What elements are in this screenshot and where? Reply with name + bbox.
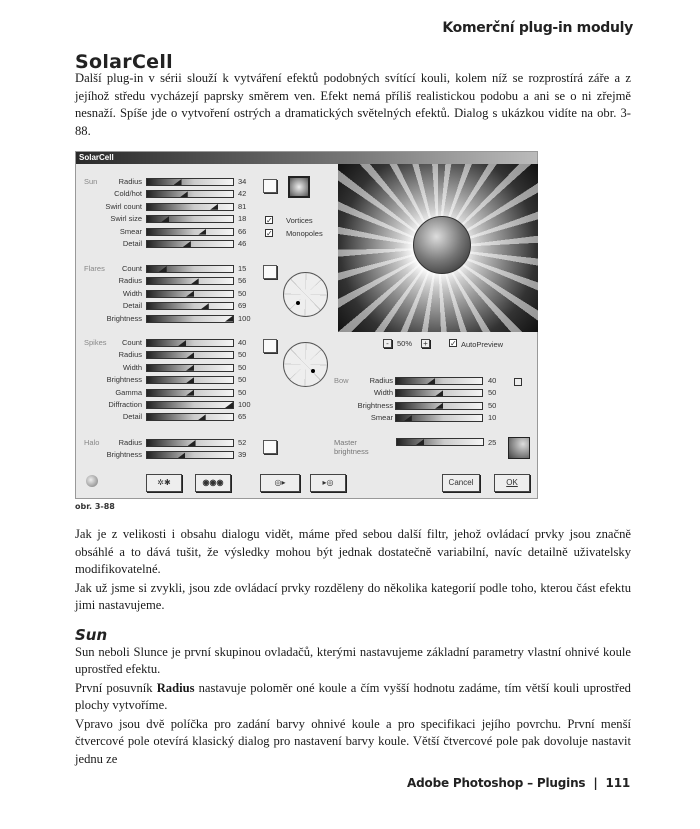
slider-label: Smear [119,226,142,236]
slider-label: Detail [122,412,142,422]
page-number: 111 [605,776,630,790]
slider-label: Cold/hot [114,189,142,199]
slider-thumb[interactable] [159,266,167,272]
previous-button[interactable]: ▸◎ [310,474,346,492]
paragraph: Sun neboli Slunce je první skupinou ovladačů, kterými nastavujeme základní parametry vlastní ohnivé koule uprostřed efektu. [75,644,631,676]
slider-value: 10 [488,413,497,423]
text: První posuvník [75,680,157,695]
slider-thumb[interactable] [186,377,194,383]
slider-thumb[interactable] [186,352,194,358]
halo-color-swatch[interactable] [263,440,277,454]
separator: | [593,776,598,790]
vortices-checkbox[interactable]: ✓ [266,216,273,225]
next-button[interactable]: ◎▸ [260,474,300,492]
slider-label: Radius [118,350,142,360]
slider-thumb[interactable] [186,291,194,297]
flares-count-slider[interactable] [146,265,234,273]
slider-value: 100 [238,400,251,409]
slider-label: Brightness [357,400,393,410]
slider-value: 42 [238,189,247,199]
preview-image [338,164,538,332]
spikes-width-slider[interactable] [146,364,234,372]
zoom-level: 50% [397,339,413,348]
slider-value: 50 [488,388,497,398]
term-radius: Radius [156,680,195,695]
slider-thumb[interactable] [225,316,233,322]
slider-thumb[interactable] [183,241,191,247]
figure-caption: obr. 3-88 [75,502,115,511]
surface-texture-swatch[interactable] [288,176,310,198]
slider-label: Smear [370,413,393,423]
bow-smear-slider[interactable] [395,414,483,422]
slider-thumb[interactable] [404,415,412,421]
cancel-button[interactable]: Cancel [442,474,480,492]
spikes-gamma-slider[interactable] [146,389,234,397]
slider-value: 50 [238,288,247,298]
apple-icon[interactable] [86,475,98,487]
master-brightness-label: Master brightness [334,438,369,456]
slider-value: 46 [238,239,247,248]
monopoles-checkbox[interactable]: ✓ [266,229,273,238]
spikes-direction-dial[interactable] [283,342,328,387]
slider-value: 66 [238,226,247,236]
halo-brightness-slider[interactable] [146,451,234,459]
subsection-heading: Sun [75,625,108,644]
slider-thumb[interactable] [198,414,206,420]
slider-value: 50 [238,387,247,397]
slider-value: 52 [238,438,247,447]
randomize-button[interactable]: ✲✱ [146,474,182,492]
auto-preview-checkbox[interactable]: ✓ [450,339,457,348]
slider-value: 50 [238,375,247,385]
flares-detail-slider[interactable] [146,302,234,310]
slider-value: 39 [238,450,247,460]
running-header: Komerční plug-in moduly [442,20,633,36]
group-label-flares: Flares [84,264,105,273]
spikes-detail-slider[interactable] [146,413,234,421]
slider-label: Detail [122,239,142,248]
slider-label: Count [121,264,142,273]
slider-label: Brightness [106,375,142,385]
slider-label: Width [373,388,393,398]
slider-value: 81 [238,201,247,211]
paragraph: Jak je z velikosti i obsahu dialogu vidět, máme před sebou další filtr, jehož ovládací prvky jsou značně obsáhlé a to dává tušit, že výsledky mohou být jednak dostatečně variabilní, navíc detailně uživatelsky modifikovatelné. [75,527,631,576]
slider-label: Count [121,338,142,347]
sun-detail-slider[interactable] [146,240,234,248]
slider-label: Brightness [106,450,142,460]
slider-value: 15 [238,264,247,273]
slider-label: Radius [369,376,393,385]
slider-thumb[interactable] [427,378,435,384]
slider-label: Width [122,362,142,372]
slider-value: 56 [238,276,247,286]
dial-marker [296,301,300,305]
bow-radius-slider[interactable] [395,377,483,385]
slider-thumb[interactable] [174,179,182,185]
slider-label: Gamma [115,387,142,397]
group-label-spikes: Spikes [84,338,107,347]
bow-brightness-slider[interactable] [395,402,483,410]
spikes-radius-slider[interactable] [146,351,234,359]
sun-color-swatch[interactable] [263,179,277,193]
slider-thumb[interactable] [178,340,186,346]
bow-checkbox[interactable] [514,378,522,386]
slider-label: Swirl size [110,214,142,224]
monopoles-label: Monopoles [286,229,323,238]
paragraph [75,680,631,715]
slider-value: 50 [238,362,247,372]
dial-marker [311,369,315,373]
presets-button[interactable]: ◉◉◉ [195,474,231,492]
sun-radius-slider[interactable] [146,178,234,186]
flares-color-swatch[interactable] [263,265,277,279]
group-label-sun: Sun [84,177,98,186]
intro-paragraph: Další plug-in v sérii slouží k vytváření efektů podobných svítící kouli, kolem níž se rozprostírá záře a z jejíhož středu vycházejí paprsky směrem ven. Efekt nemá příliš realistickou podobu a ani se o ni zřejmě nesnaží. Spíše jde o vytvoření ostrých a dramatických světelných efektů. Dialog s ukázkou vidíte na obr. 3-88. [75,71,631,138]
slider-thumb[interactable] [201,303,209,309]
ok-button[interactable]: OK [494,474,530,492]
page-content [75,51,631,768]
paragraph: Jak už jsme si zvykli, jsou zde ovládací prvky rozděleny do několika kategorií podle toho, kterou část efektu jimi nastavujeme. [75,580,631,612]
slider-value: 40 [238,338,247,347]
zoom-out-button[interactable]: - [383,339,392,348]
slider-thumb[interactable] [188,440,196,446]
group-label-halo: Halo [84,438,100,447]
slider-label: Detail [122,301,142,311]
sun-sphere [413,216,471,274]
spikes-count-slider[interactable] [146,339,234,347]
flares-width-slider[interactable] [146,290,234,298]
master-brightness-slider[interactable] [396,438,484,446]
solarcell-dialog [75,151,538,499]
slider-thumb[interactable] [161,216,169,222]
slider-value: 34 [238,177,247,186]
spikes-brightness-slider[interactable] [146,376,234,384]
slider-value: 100 [238,313,251,323]
zoom-in-button[interactable]: + [421,339,430,348]
section-title: SolarCell [75,51,173,73]
slider-thumb[interactable] [186,390,194,396]
footer [407,776,630,790]
slider-label: Brightness [106,313,142,323]
slider-value: 65 [238,412,247,422]
slider-thumb[interactable] [177,452,185,458]
slider-thumb[interactable] [225,402,233,408]
slider-thumb[interactable] [198,229,206,235]
flares-brightness-slider[interactable] [146,315,234,323]
slider-thumb[interactable] [416,439,424,445]
sun-swirl-size-slider[interactable] [146,215,234,223]
sun-swirl-count-slider[interactable] [146,203,234,211]
spikes-color-swatch[interactable] [263,339,277,353]
group-label-bow: Bow [334,376,349,385]
paragraph: Vpravo jsou dvě políčka pro zadání barvy ohnivé koule a pro specifikaci jejího povrchu. První menší čtvercové pole otevírá klasický dialog pro nastavení barvy koule. Větší čtvercové pole pak dovoluje nastavit jednu ze [75,716,631,766]
slider-value: 50 [488,400,497,410]
halo-radius-slider[interactable] [146,439,234,447]
text: nastavuje poloměr oné koule a čím vyšší hodnotu zadáme, tím větší kouli uprostřed plochy vytvoříme. [75,680,631,712]
slider-value: 50 [238,350,247,360]
flares-direction-dial[interactable] [283,272,328,317]
slider-thumb[interactable] [180,191,188,197]
book-title: Adobe Photoshop – Plugins [407,776,586,790]
slider-thumb[interactable] [435,403,443,409]
slider-label: Width [122,288,142,298]
dialog-title-bar: SolarCell [76,152,537,164]
auto-preview-label: AutoPreview [461,340,504,349]
slider-thumb[interactable] [186,365,194,371]
spikes-diffraction-slider[interactable] [146,401,234,409]
bow-width-slider[interactable] [395,389,483,397]
slider-label: Radius [118,177,142,186]
slider-value: 40 [488,376,497,385]
sun-smear-slider[interactable] [146,228,234,236]
vortices-label: Vortices [286,216,313,225]
sun-cold-hot-slider[interactable] [146,190,234,198]
slider-label: Radius [118,276,142,286]
slider-label: Radius [118,438,142,447]
slider-value: 69 [238,301,247,311]
logo-icon[interactable] [508,437,530,459]
master-brightness-value: 25 [488,438,497,447]
slider-thumb[interactable] [191,278,199,284]
slider-label: Diffraction [108,400,142,409]
slider-thumb[interactable] [210,204,218,210]
flares-radius-slider[interactable] [146,277,234,285]
slider-thumb[interactable] [435,390,443,396]
slider-label: Swirl count [105,201,142,211]
slider-value: 18 [238,214,247,224]
